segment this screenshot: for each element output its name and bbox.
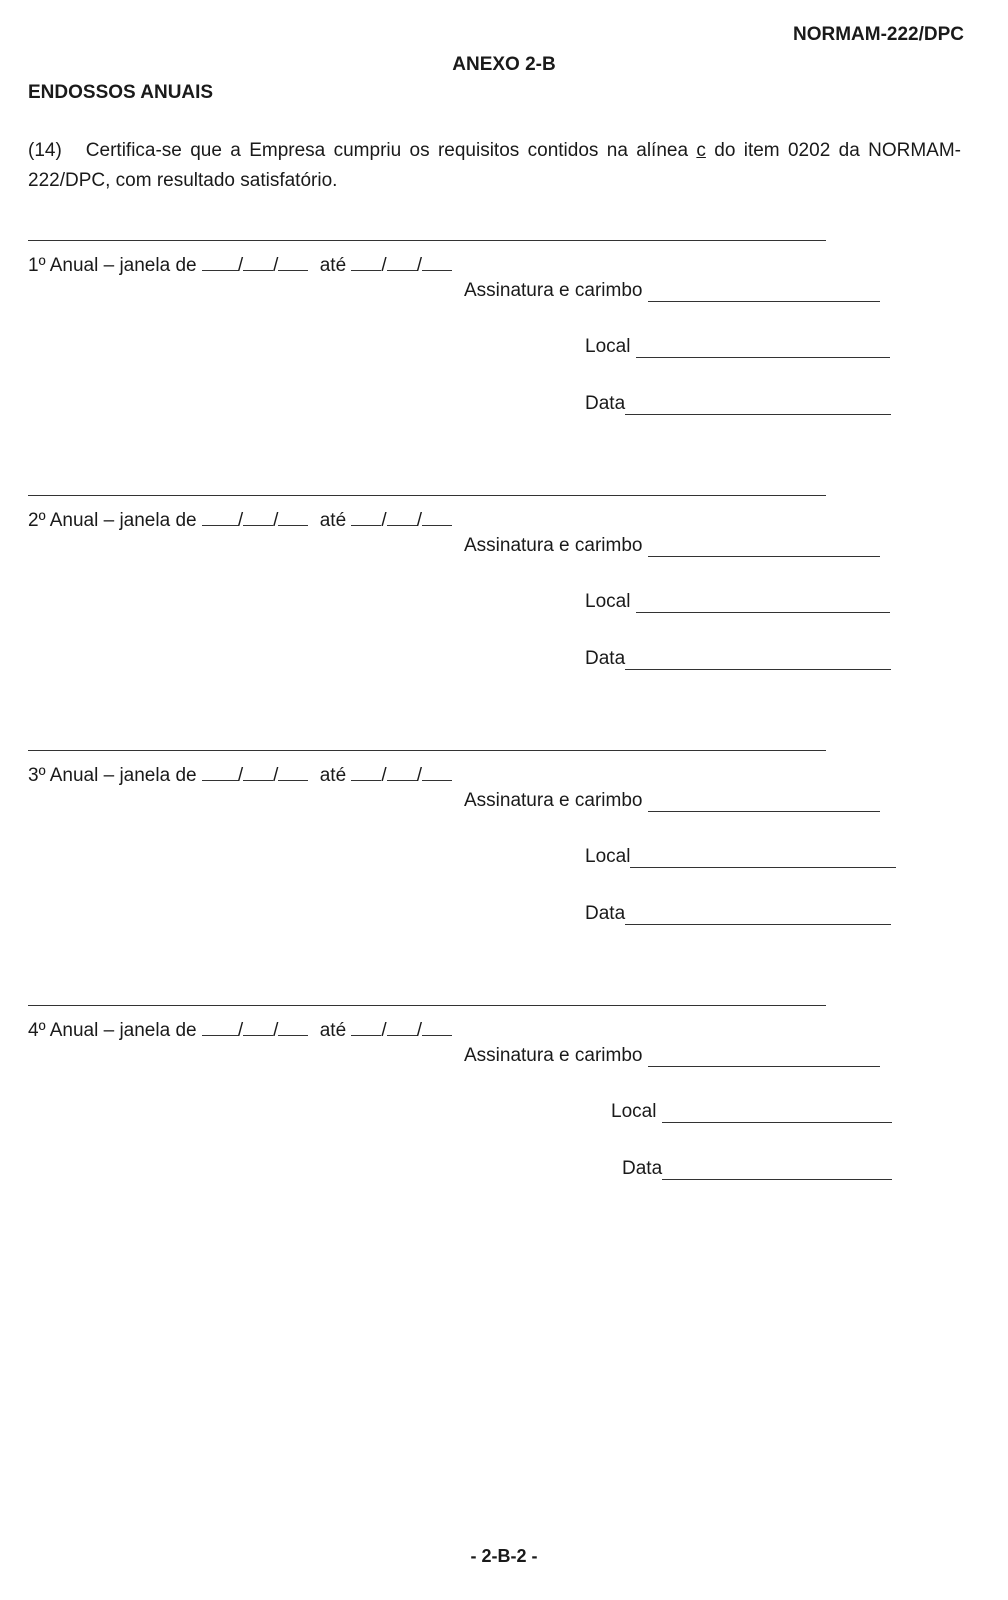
endorsement-heading-4 (28, 1017, 452, 1042)
window-start-day-field[interactable] (202, 252, 238, 271)
certification-underlined-letter: c (696, 140, 706, 161)
window-start-year-field[interactable] (278, 507, 308, 526)
local-row (611, 1101, 892, 1123)
endorsement-divider (28, 750, 826, 751)
certification-paragraph (28, 136, 961, 196)
signature-label: Assinatura e carimbo (464, 790, 643, 811)
certification-text-after: do item 0202 da NORMAM-222/DPC, com resultado satisfatório. (28, 140, 961, 191)
local-row (585, 336, 890, 358)
date-separator: / (381, 255, 387, 276)
page-number: - 2-B-2 - (470, 1546, 538, 1566)
window-end-day-field[interactable] (351, 1017, 381, 1036)
document-code: NORMAM-222/DPC (792, 24, 964, 45)
endorsement-heading-label: 4º Anual – janela de (28, 1020, 197, 1041)
signature-field[interactable] (648, 793, 880, 812)
date-label: Data (585, 903, 626, 924)
section-title: ENDOSSOS ANUAIS (28, 82, 214, 103)
local-label: Local (585, 336, 631, 357)
date-field[interactable] (662, 1161, 892, 1180)
local-label: Local (585, 591, 631, 612)
date-separator: / (416, 1020, 422, 1041)
window-end-day-field[interactable] (351, 507, 381, 526)
date-label: Data (585, 648, 626, 669)
window-start-day-field[interactable] (202, 507, 238, 526)
endorsement-divider (28, 495, 826, 496)
window-end-month-field[interactable] (387, 507, 417, 526)
signature-field[interactable] (648, 283, 880, 302)
endorsement-heading-label: 2º Anual – janela de (28, 510, 197, 531)
endorsement-heading-1 (28, 252, 452, 277)
date-row (622, 1158, 892, 1180)
date-row (585, 648, 891, 670)
window-end-year-field[interactable] (422, 252, 452, 271)
date-separator: / (273, 510, 279, 531)
date-field[interactable] (625, 906, 891, 925)
window-end-month-field[interactable] (387, 762, 417, 781)
date-separator: / (416, 765, 422, 786)
date-label: Data (622, 1158, 663, 1179)
local-field[interactable] (630, 849, 896, 868)
endorsement-heading-3 (28, 762, 452, 787)
until-label: até (319, 510, 347, 531)
endorsement-heading-label: 3º Anual – janela de (28, 765, 197, 786)
local-row (585, 591, 890, 613)
local-field[interactable] (636, 594, 890, 613)
date-label: Data (585, 393, 626, 414)
window-start-year-field[interactable] (278, 252, 308, 271)
date-field[interactable] (625, 396, 891, 415)
date-separator: / (416, 510, 422, 531)
endorsement-heading-2 (28, 507, 452, 532)
window-start-month-field[interactable] (243, 1017, 273, 1036)
signature-field[interactable] (648, 1048, 880, 1067)
date-separator: / (237, 1020, 244, 1041)
until-label: até (319, 765, 347, 786)
signature-row (464, 535, 880, 557)
signature-label: Assinatura e carimbo (464, 1045, 643, 1066)
date-row (585, 393, 891, 415)
date-separator: / (273, 1020, 279, 1041)
signature-label: Assinatura e carimbo (464, 535, 643, 556)
date-separator: / (381, 510, 387, 531)
window-end-year-field[interactable] (422, 507, 452, 526)
date-separator: / (237, 255, 244, 276)
window-start-month-field[interactable] (243, 507, 273, 526)
window-start-day-field[interactable] (202, 762, 238, 781)
endorsement-divider (28, 1005, 826, 1006)
window-end-day-field[interactable] (351, 252, 381, 271)
local-row (585, 846, 896, 868)
until-label: até (319, 255, 347, 276)
window-end-day-field[interactable] (351, 762, 381, 781)
local-label: Local (585, 846, 631, 867)
certification-text-before: Certifica-se que a Empresa cumpriu os requisitos contidos na alínea (85, 140, 697, 161)
until-label: até (319, 1020, 347, 1041)
date-field[interactable] (625, 651, 891, 670)
signature-field[interactable] (648, 538, 880, 557)
date-separator: / (237, 510, 244, 531)
window-start-year-field[interactable] (278, 1017, 308, 1036)
local-label: Local (611, 1101, 657, 1122)
signature-row (464, 1045, 880, 1067)
date-separator: / (273, 765, 279, 786)
local-field[interactable] (636, 339, 890, 358)
annex-title: ANEXO 2-B (452, 54, 556, 75)
endorsement-divider (28, 240, 826, 241)
date-separator: / (381, 765, 387, 786)
date-separator: / (416, 255, 422, 276)
window-start-year-field[interactable] (278, 762, 308, 781)
window-start-month-field[interactable] (243, 762, 273, 781)
date-row (585, 903, 891, 925)
window-start-day-field[interactable] (202, 1017, 238, 1036)
window-end-year-field[interactable] (422, 762, 452, 781)
window-end-month-field[interactable] (387, 1017, 417, 1036)
window-end-month-field[interactable] (387, 252, 417, 271)
window-start-month-field[interactable] (243, 252, 273, 271)
signature-label: Assinatura e carimbo (464, 280, 643, 301)
date-separator: / (237, 765, 244, 786)
date-separator: / (381, 1020, 387, 1041)
date-separator: / (273, 255, 279, 276)
signature-row (464, 280, 880, 302)
endorsement-heading-label: 1º Anual – janela de (28, 255, 197, 276)
window-end-year-field[interactable] (422, 1017, 452, 1036)
certification-number: (14) (28, 140, 62, 161)
signature-row (464, 790, 880, 812)
local-field[interactable] (662, 1104, 892, 1123)
